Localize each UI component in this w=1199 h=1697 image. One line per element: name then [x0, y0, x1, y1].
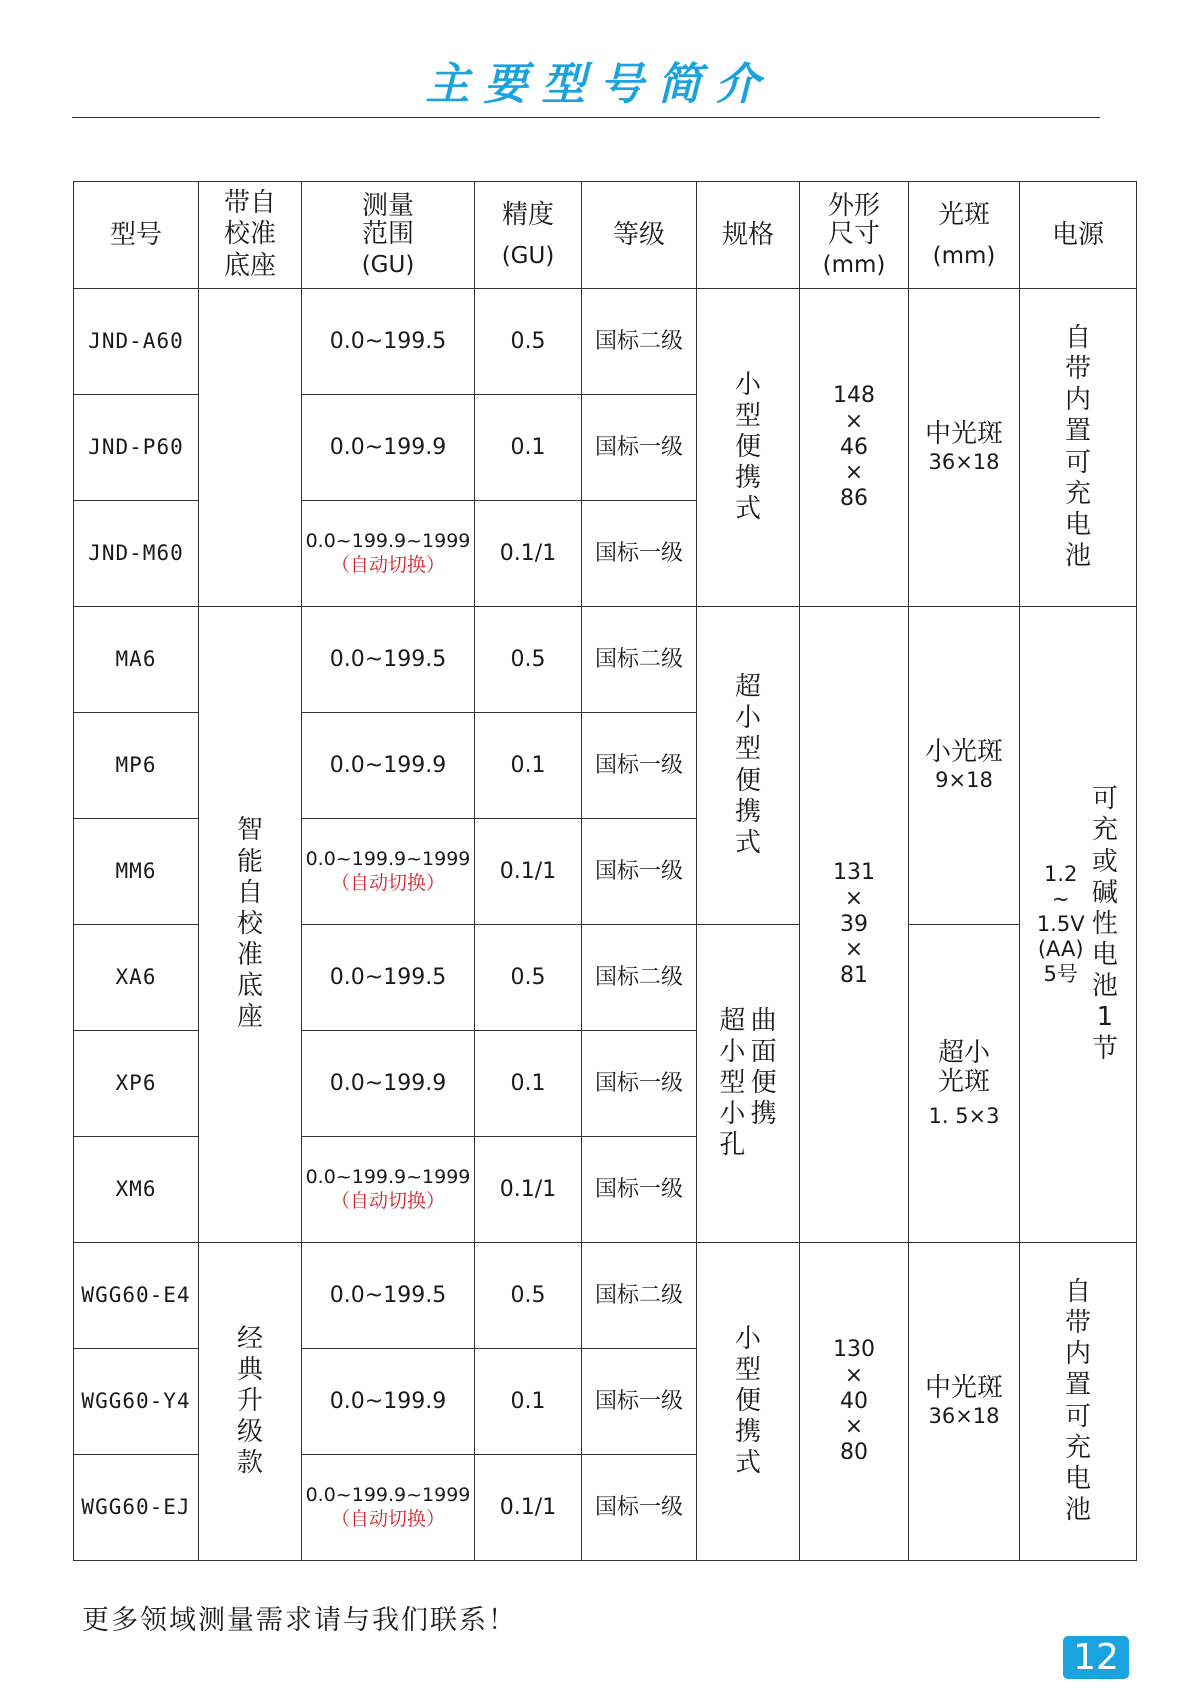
- title-divider: [72, 117, 1100, 118]
- base-cell: [199, 1243, 302, 1561]
- spec-label: 小型便携式: [734, 1323, 761, 1479]
- precision-cell: 0.5: [475, 289, 582, 395]
- table-row: [74, 607, 1137, 713]
- spot-cell: [909, 607, 1020, 925]
- model-cell: JND-A60: [74, 289, 199, 395]
- grade-cell: 国标一级: [582, 501, 697, 607]
- auto-switch-note: （自动切换）: [330, 553, 445, 576]
- spec-label: 超小型便携式: [734, 671, 761, 858]
- power-voltage: [1037, 862, 1085, 988]
- header-spec: 规格: [697, 182, 800, 289]
- range-cell: 0.0~199.5: [302, 1243, 475, 1349]
- range-value: 0.0~199.9~1999: [305, 1483, 471, 1506]
- model-cell: MA6: [74, 607, 199, 713]
- dims-value: 131: [833, 859, 875, 885]
- header-precision-unit: (GU): [501, 242, 555, 269]
- header-range: [302, 182, 475, 289]
- header-base: [199, 182, 302, 289]
- power-content: [1020, 784, 1136, 1065]
- grade-cell: 国标一级: [582, 713, 697, 819]
- precision-cell: 0.1/1: [475, 501, 582, 607]
- range-cell: 0.0~199.9: [302, 713, 475, 819]
- spot-name: 小光斑: [924, 737, 1003, 768]
- range-cell: 0.0~199.9: [302, 395, 475, 501]
- header-spot-label: 光斑: [937, 200, 990, 231]
- base-cell: [199, 607, 302, 1243]
- range-cell: [302, 1137, 475, 1243]
- header-power: 电源: [1020, 182, 1137, 289]
- spec-label-col: 超小型小孔: [719, 1005, 746, 1161]
- auto-switch-note: （自动切换）: [330, 1189, 445, 1212]
- model-cell: JND-M60: [74, 501, 199, 607]
- power-value: ~: [1051, 886, 1070, 911]
- spec-two-column-label: [719, 1006, 778, 1162]
- auto-switch-note: （自动切换）: [330, 1507, 445, 1530]
- model-cell: JND-P60: [74, 395, 199, 501]
- grade-cell: 国标一级: [582, 395, 697, 501]
- precision-cell: 0.1/1: [475, 1455, 582, 1561]
- dims-times: ×: [844, 885, 864, 911]
- model-cell: XA6: [74, 925, 199, 1031]
- power-label: 可充或碱性电池1节: [1091, 784, 1118, 1064]
- dims-value: 39: [840, 911, 868, 937]
- range-cell: [302, 819, 475, 925]
- header-spot-unit: (mm): [932, 242, 996, 269]
- grade-cell: 国标一级: [582, 1031, 697, 1137]
- dims-times: ×: [844, 937, 864, 963]
- dims-value: 46: [840, 434, 868, 460]
- grade-cell: 国标二级: [582, 289, 697, 395]
- range-cell: 0.0~199.9: [302, 1349, 475, 1455]
- header-spot: [909, 182, 1020, 289]
- header-precision: [475, 182, 582, 289]
- header-model: 型号: [74, 182, 199, 289]
- spot-name: 超小光斑: [937, 1037, 990, 1098]
- power-cell: [1020, 607, 1137, 1243]
- dims-times: ×: [844, 408, 864, 434]
- precision-cell: 0.1: [475, 1031, 582, 1137]
- table-row: [74, 289, 1137, 395]
- dims-value: 86: [840, 486, 868, 512]
- dims-times: ×: [844, 460, 864, 486]
- range-cell: [302, 1455, 475, 1561]
- dims-value: 40: [840, 1388, 868, 1414]
- page-title: 主要型号简介: [425, 59, 774, 110]
- grade-cell: 国标二级: [582, 607, 697, 713]
- precision-cell: 0.1/1: [475, 819, 582, 925]
- dims-times: ×: [844, 1414, 864, 1440]
- spot-cell: [909, 925, 1020, 1243]
- spot-name: 中光斑: [924, 1373, 1003, 1404]
- power-cell: [1020, 1243, 1137, 1561]
- model-table: [73, 181, 1137, 1561]
- header-dims-label: 外形尺寸: [827, 190, 880, 250]
- power-label: 自带内置可充电池: [1064, 322, 1091, 572]
- header-dims: [800, 182, 909, 289]
- power-value: (AA): [1037, 937, 1084, 962]
- precision-cell: 0.5: [475, 925, 582, 1031]
- grade-cell: 国标二级: [582, 925, 697, 1031]
- spec-label: 小型便携式: [734, 369, 761, 525]
- power-value: 1.2: [1043, 861, 1078, 886]
- precision-cell: 0.1: [475, 395, 582, 501]
- table-row: [74, 1243, 1137, 1349]
- grade-cell: 国标一级: [582, 1137, 697, 1243]
- dims-value: 80: [840, 1440, 868, 1466]
- precision-cell: 0.1: [475, 713, 582, 819]
- header-grade: 等级: [582, 182, 697, 289]
- footer-note: 更多领域测量需求请与我们联系！: [82, 1605, 517, 1636]
- range-value: 0.0~199.9~1999: [305, 847, 471, 870]
- base-label: 经典升级款: [236, 1323, 263, 1479]
- auto-switch-note: （自动切换）: [330, 871, 445, 894]
- table-header-row: [74, 182, 1137, 289]
- base-cell: [199, 289, 302, 607]
- header-dims-unit: (mm): [822, 251, 886, 278]
- dims-times: ×: [844, 1362, 864, 1388]
- grade-cell: 国标一级: [582, 1455, 697, 1561]
- dims-cell: [800, 289, 909, 607]
- spec-cell: [697, 1243, 800, 1561]
- grade-cell: 国标二级: [582, 1243, 697, 1349]
- header-range-unit: (GU): [361, 251, 415, 278]
- dims-cell: [800, 607, 909, 1243]
- spot-cell: [909, 289, 1020, 607]
- range-value: 0.0~199.9~1999: [305, 529, 471, 552]
- spec-cell: [697, 607, 800, 925]
- power-value: 5号: [1043, 962, 1078, 987]
- grade-cell: 国标一级: [582, 1349, 697, 1455]
- spot-name: 中光斑: [924, 419, 1003, 450]
- power-cell: [1020, 289, 1137, 607]
- page-number: 12: [1063, 1636, 1129, 1679]
- model-cell: WGG60-EJ: [74, 1455, 199, 1561]
- precision-cell: 0.1/1: [475, 1137, 582, 1243]
- model-cell: WGG60-E4: [74, 1243, 199, 1349]
- model-cell: XP6: [74, 1031, 199, 1137]
- precision-cell: 0.1: [475, 1349, 582, 1455]
- spec-label-col: 曲面便携: [750, 1005, 777, 1130]
- grade-cell: 国标一级: [582, 819, 697, 925]
- range-cell: 0.0~199.5: [302, 289, 475, 395]
- dims-cell: [800, 1243, 909, 1561]
- precision-cell: 0.5: [475, 607, 582, 713]
- spec-cell: [697, 289, 800, 607]
- range-cell: 0.0~199.5: [302, 925, 475, 1031]
- header-range-label: 测量范围: [361, 190, 414, 250]
- header-base-label: 带自校准底座: [223, 188, 276, 281]
- header-precision-label: 精度: [501, 200, 554, 231]
- dims-value: 81: [840, 963, 868, 989]
- precision-cell: 0.5: [475, 1243, 582, 1349]
- dims-value: 148: [833, 382, 875, 408]
- range-cell: 0.0~199.5: [302, 607, 475, 713]
- spot-cell: [909, 1243, 1020, 1561]
- model-cell: MP6: [74, 713, 199, 819]
- spot-size: 9×18: [935, 768, 993, 793]
- model-cell: XM6: [74, 1137, 199, 1243]
- spot-size: 36×18: [928, 450, 1000, 475]
- range-cell: 0.0~199.9: [302, 1031, 475, 1137]
- base-label: 智能自校准底座: [236, 815, 263, 1033]
- model-cell: WGG60-Y4: [74, 1349, 199, 1455]
- range-cell: [302, 501, 475, 607]
- power-label: 自带内置可充电池: [1064, 1276, 1091, 1526]
- power-value: 1.5V: [1036, 911, 1085, 936]
- spot-size: 36×18: [928, 1404, 1000, 1429]
- dims-value: 130: [833, 1336, 875, 1362]
- spot-size: 1. 5×3: [928, 1104, 1000, 1129]
- spec-cell: [697, 925, 800, 1243]
- model-cell: MM6: [74, 819, 199, 925]
- range-value: 0.0~199.9~1999: [305, 1165, 471, 1188]
